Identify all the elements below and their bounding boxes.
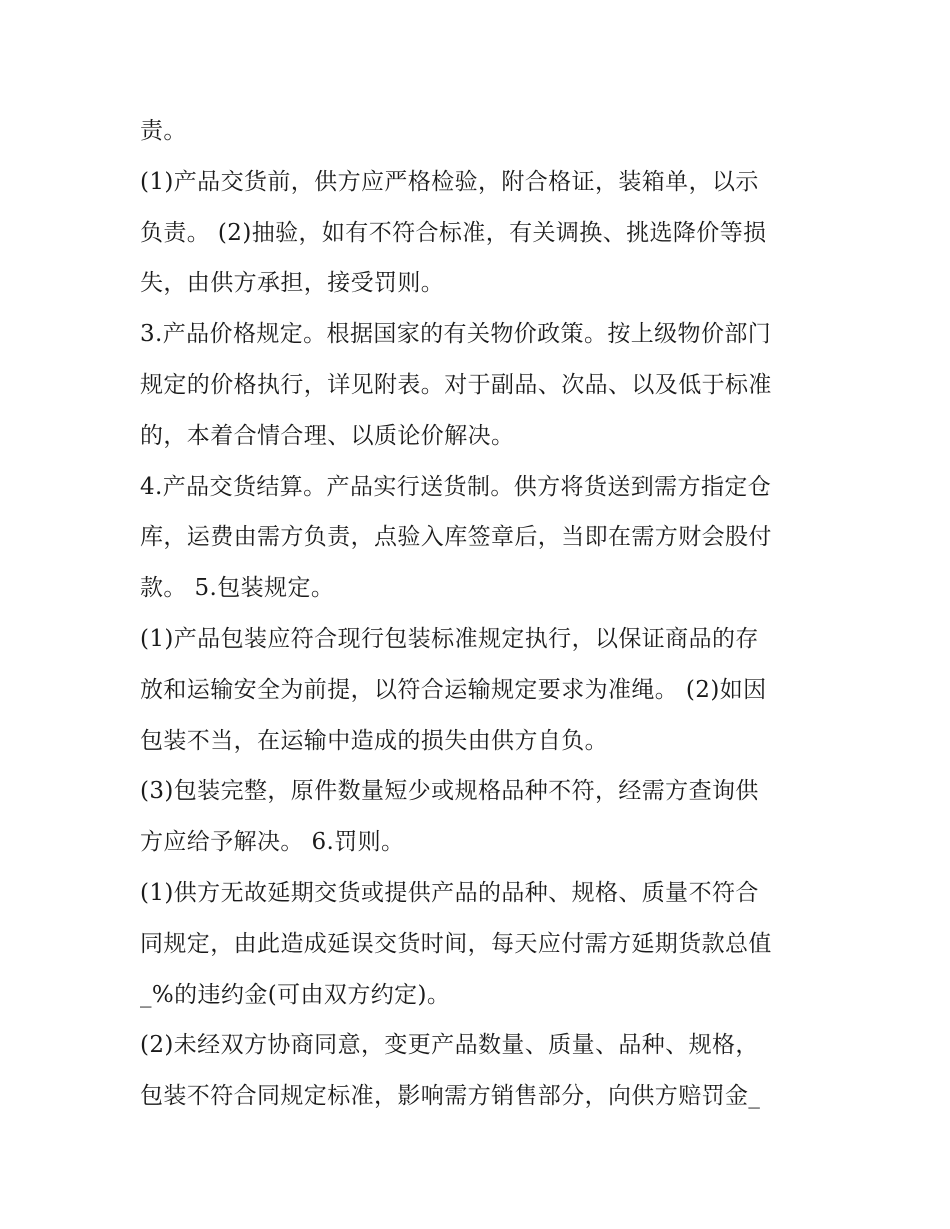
text-line: 失，由供方承担，接受罚则。 — [140, 270, 445, 297]
text-line: 包装不当，在运输中造成的损失由供方自负。 — [140, 727, 608, 754]
text-line: 放和运输安全为前提，以符合运输规定要求为准绳。 (2)如因 — [140, 676, 767, 703]
text-line: (1)产品包装应符合现行包装标准规定执行，以保证商品的存 — [140, 625, 759, 652]
text-line: 3.产品价格规定。根据国家的有关物价政策。按上级物价部门 — [140, 321, 772, 348]
text-line: 负责。 (2)抽验，如有不符合标准，有关调换、挑选降价等损 — [140, 219, 767, 246]
text-line: (1)产品交货前，供方应严格检验，附合格证，装箱单，以示 — [140, 168, 759, 195]
text-line: 的，本着合情合理、以质论价解决。 — [140, 422, 515, 449]
text-line: 款。 5.包装规定。 — [140, 575, 335, 602]
text-line: 方应给予解决。 6.罚则。 — [140, 829, 405, 856]
text-line: 4.产品交货结算。产品实行送货制。供方将货送到需方指定仓 — [140, 473, 772, 500]
text-line: 同规定，由此造成延误交货时间，每天应付需方延期货款总值 — [140, 930, 772, 957]
text-line: (3)包装完整，原件数量短少或规格品种不符，经需方查询供 — [140, 778, 759, 805]
text-line: (2)未经双方协商同意，变更产品数量、质量、品种、规格， — [140, 1032, 759, 1059]
text-line: (1)供方无故延期交货或提供产品的品种、规格、质量不符合 — [140, 879, 759, 906]
text-line: _%的违约金(可由双方约定)。 — [140, 981, 451, 1008]
text-line: 规定的价格执行，详见附表。对于副品、次品、以及低于标准 — [140, 371, 772, 398]
text-line: 库，运费由需方负责，点验入库签章后，当即在需方财会股付 — [140, 524, 772, 551]
document-body — [140, 106, 830, 1122]
text-line: 责。 — [140, 118, 187, 144]
text-line: 包装不符合同规定标准，影响需方销售部分，向供方赔罚金_ — [140, 1083, 761, 1110]
